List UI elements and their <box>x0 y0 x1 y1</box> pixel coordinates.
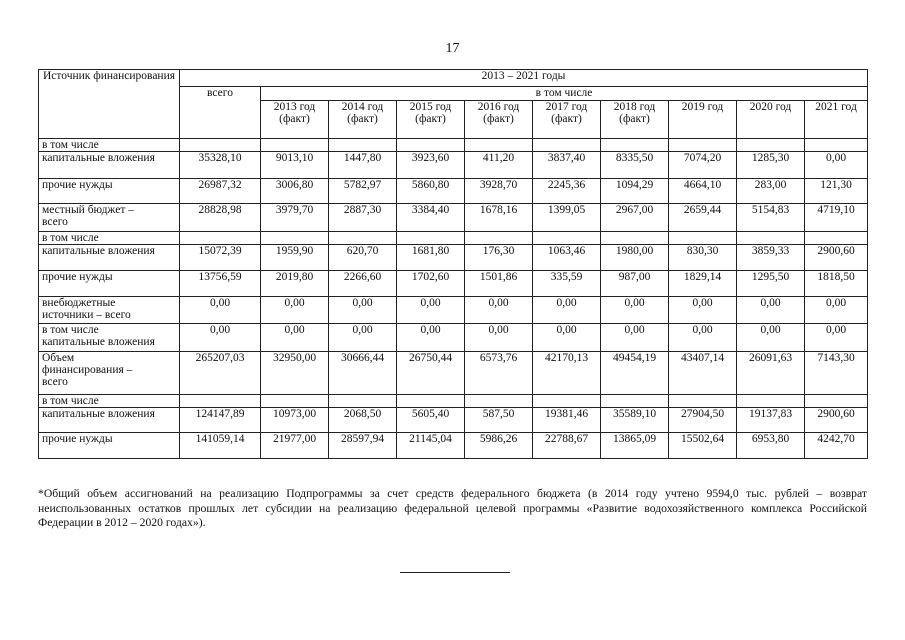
value-cell: 1980,00 <box>601 245 669 271</box>
row-label <box>39 232 180 245</box>
value-cell <box>805 232 868 245</box>
value-cell <box>465 139 533 152</box>
value-cell: 1501,86 <box>465 271 533 297</box>
row-label <box>39 297 180 324</box>
value-cell: 1829,14 <box>669 271 737 297</box>
value-cell: 1285,30 <box>737 152 805 179</box>
value-cell <box>397 232 465 245</box>
value-cell <box>533 395 601 408</box>
row-label-line: Объем <box>42 352 75 364</box>
value-cell: 22788,67 <box>533 433 601 459</box>
value-cell: 0,00 <box>397 297 465 324</box>
value-cell: 21145,04 <box>397 433 465 459</box>
value-cell: 0,00 <box>737 324 805 352</box>
table-row <box>39 297 868 324</box>
row-label-line: в том числе <box>42 232 99 244</box>
row-label <box>39 395 180 408</box>
row-label-line: внебюджетные <box>42 297 116 309</box>
row-label-line: капитальные вложения <box>42 408 155 420</box>
year-label: 2015 год <box>409 101 452 113</box>
table-row <box>39 408 868 433</box>
value-cell: 0,00 <box>465 297 533 324</box>
value-cell: 620,70 <box>329 245 397 271</box>
value-cell <box>261 395 329 408</box>
value-cell: 35328,10 <box>180 152 261 179</box>
divider-line <box>400 572 510 573</box>
table-row <box>39 324 868 352</box>
value-cell: 26750,44 <box>397 352 465 395</box>
value-cell <box>737 139 805 152</box>
value-cell <box>329 395 397 408</box>
value-cell: 26987,32 <box>180 179 261 204</box>
value-cell: 4664,10 <box>669 179 737 204</box>
year-note: (факт) <box>279 113 310 125</box>
row-label <box>39 204 180 232</box>
value-cell: 0,00 <box>329 297 397 324</box>
value-cell: 0,00 <box>180 324 261 352</box>
value-cell: 0,00 <box>805 297 868 324</box>
value-cell: 0,00 <box>601 297 669 324</box>
year-header-cell <box>533 101 601 139</box>
value-cell: 21977,00 <box>261 433 329 459</box>
value-cell: 1678,16 <box>465 204 533 232</box>
year-header-cell <box>669 101 737 139</box>
year-label: 2013 год <box>273 101 316 113</box>
page-number: 17 <box>445 41 460 56</box>
value-cell: 2266,60 <box>329 271 397 297</box>
value-cell: 2659,44 <box>669 204 737 232</box>
row-label-line: всего <box>42 216 68 228</box>
table-row <box>39 139 868 152</box>
value-cell <box>397 139 465 152</box>
value-cell: 2967,00 <box>601 204 669 232</box>
value-cell: 0,00 <box>180 297 261 324</box>
table-row <box>39 433 868 459</box>
value-cell <box>601 232 669 245</box>
value-cell: 0,00 <box>805 324 868 352</box>
value-cell: 0,00 <box>669 324 737 352</box>
row-label <box>39 139 180 152</box>
year-label: 2018 год <box>613 101 656 113</box>
value-cell: 1063,46 <box>533 245 601 271</box>
year-header-cell <box>329 101 397 139</box>
value-cell: 35589,10 <box>601 408 669 433</box>
year-header-cell <box>601 101 669 139</box>
value-cell <box>669 139 737 152</box>
value-cell <box>805 139 868 152</box>
value-cell: 411,20 <box>465 152 533 179</box>
value-cell <box>180 139 261 152</box>
value-cell <box>180 395 261 408</box>
value-cell: 2900,60 <box>805 245 868 271</box>
row-label-line: капитальные вложения <box>42 245 155 257</box>
value-cell: 1959,90 <box>261 245 329 271</box>
value-cell: 0,00 <box>465 324 533 352</box>
value-cell: 0,00 <box>329 324 397 352</box>
value-cell <box>669 232 737 245</box>
value-cell: 0,00 <box>805 152 868 179</box>
value-cell <box>737 232 805 245</box>
value-cell: 830,30 <box>669 245 737 271</box>
value-cell: 3006,80 <box>261 179 329 204</box>
footnote: *Общий объем ассигнований на реализацию Подпрограммы за счет средств федерального бюджета (в 2014 году учтено 9594,0 тыс. рублей – возврат неиспользованных остатков прошлых лет субсидии на реализацию федеральной целевой программы «Развитие водохозяйственного комплекса Российской Федерации в 2012 – 2020 годах»). <box>38 487 867 529</box>
value-cell <box>533 139 601 152</box>
header-total: всего <box>180 87 261 139</box>
value-cell: 0,00 <box>533 324 601 352</box>
row-label-line: прочие нужды <box>42 179 113 191</box>
year-header-cell <box>737 101 805 139</box>
value-cell: 335,59 <box>533 271 601 297</box>
value-cell: 141059,14 <box>180 433 261 459</box>
value-cell: 0,00 <box>737 297 805 324</box>
row-label-line: прочие нужды <box>42 271 113 283</box>
year-label: 2016 год <box>477 101 520 113</box>
value-cell: 7143,30 <box>805 352 868 395</box>
row-label-line: в том числе <box>42 324 99 336</box>
value-cell: 9013,10 <box>261 152 329 179</box>
value-cell <box>737 395 805 408</box>
value-cell: 0,00 <box>533 297 601 324</box>
year-header-cell <box>261 101 329 139</box>
value-cell: 3979,70 <box>261 204 329 232</box>
value-cell: 0,00 <box>669 297 737 324</box>
year-header-cell <box>397 101 465 139</box>
value-cell: 15502,64 <box>669 433 737 459</box>
table-row <box>39 152 868 179</box>
value-cell: 49454,19 <box>601 352 669 395</box>
value-cell: 28828,98 <box>180 204 261 232</box>
row-label <box>39 352 180 395</box>
table-row <box>39 395 868 408</box>
value-cell: 7074,20 <box>669 152 737 179</box>
value-cell <box>805 395 868 408</box>
value-cell: 8335,50 <box>601 152 669 179</box>
row-label <box>39 179 180 204</box>
value-cell: 26091,63 <box>737 352 805 395</box>
value-cell: 4242,70 <box>805 433 868 459</box>
row-label-line: прочие нужды <box>42 433 113 445</box>
year-note: (факт) <box>415 113 446 125</box>
table-row <box>39 204 868 232</box>
value-cell: 32950,00 <box>261 352 329 395</box>
row-label-line: источники – всего <box>42 309 131 321</box>
row-label-line: всего <box>42 376 68 388</box>
value-cell: 19137,83 <box>737 408 805 433</box>
value-cell <box>533 232 601 245</box>
row-label-line: финансирования – <box>42 364 133 376</box>
value-cell: 176,30 <box>465 245 533 271</box>
row-label <box>39 152 180 179</box>
value-cell <box>669 395 737 408</box>
year-label: 2021 год <box>815 101 857 113</box>
row-label <box>39 245 180 271</box>
value-cell: 1447,80 <box>329 152 397 179</box>
value-cell: 124147,89 <box>180 408 261 433</box>
table-row <box>39 271 868 297</box>
value-cell <box>261 232 329 245</box>
value-cell: 2245,36 <box>533 179 601 204</box>
value-cell: 5860,80 <box>397 179 465 204</box>
value-cell: 1818,50 <box>805 271 868 297</box>
value-cell <box>329 232 397 245</box>
year-note: (факт) <box>347 113 378 125</box>
value-cell: 4719,10 <box>805 204 868 232</box>
value-cell: 10973,00 <box>261 408 329 433</box>
value-cell: 5782,97 <box>329 179 397 204</box>
value-cell: 587,50 <box>465 408 533 433</box>
value-cell <box>465 232 533 245</box>
value-cell: 13756,59 <box>180 271 261 297</box>
value-cell: 2019,80 <box>261 271 329 297</box>
value-cell <box>601 139 669 152</box>
year-label: 2017 год <box>545 101 588 113</box>
table-row <box>39 232 868 245</box>
table-body <box>39 70 868 459</box>
value-cell: 19381,46 <box>533 408 601 433</box>
value-cell <box>180 232 261 245</box>
row-label-line: капитальные вложения <box>42 152 155 164</box>
value-cell: 6573,76 <box>465 352 533 395</box>
year-header-cell <box>465 101 533 139</box>
value-cell: 2068,50 <box>329 408 397 433</box>
value-cell: 1295,50 <box>737 271 805 297</box>
row-label-line: местный бюджет – <box>42 204 134 216</box>
year-header-cell <box>805 101 868 139</box>
value-cell: 3928,70 <box>465 179 533 204</box>
year-label: 2014 год <box>341 101 384 113</box>
year-note: (факт) <box>551 113 582 125</box>
value-cell: 1094,29 <box>601 179 669 204</box>
value-cell <box>465 395 533 408</box>
value-cell: 1399,05 <box>533 204 601 232</box>
value-cell: 1681,80 <box>397 245 465 271</box>
header-including: в том числе <box>261 87 868 101</box>
value-cell <box>329 139 397 152</box>
value-cell: 1702,60 <box>397 271 465 297</box>
value-cell: 0,00 <box>261 324 329 352</box>
value-cell: 28597,94 <box>329 433 397 459</box>
value-cell <box>261 139 329 152</box>
value-cell: 0,00 <box>397 324 465 352</box>
row-label <box>39 324 180 352</box>
value-cell <box>397 395 465 408</box>
value-cell: 5154,83 <box>737 204 805 232</box>
row-label-line: в том числе <box>42 395 99 407</box>
value-cell: 0,00 <box>601 324 669 352</box>
value-cell: 13865,09 <box>601 433 669 459</box>
year-label: 2020 год <box>749 101 792 113</box>
value-cell: 15072,39 <box>180 245 261 271</box>
year-note: (факт) <box>619 113 650 125</box>
value-cell: 27904,50 <box>669 408 737 433</box>
value-cell: 3859,33 <box>737 245 805 271</box>
value-cell: 283,00 <box>737 179 805 204</box>
value-cell: 5986,26 <box>465 433 533 459</box>
value-cell: 0,00 <box>261 297 329 324</box>
value-cell: 42170,13 <box>533 352 601 395</box>
table-row <box>39 245 868 271</box>
value-cell: 3923,60 <box>397 152 465 179</box>
header-source: Источник финансирования <box>39 70 180 139</box>
table-row <box>39 179 868 204</box>
value-cell: 2900,60 <box>805 408 868 433</box>
value-cell <box>601 395 669 408</box>
value-cell: 5605,40 <box>397 408 465 433</box>
value-cell: 265207,03 <box>180 352 261 395</box>
row-label-line: капитальные вложения <box>42 336 155 348</box>
value-cell: 30666,44 <box>329 352 397 395</box>
value-cell: 3837,40 <box>533 152 601 179</box>
row-label-line: в том числе <box>42 139 99 151</box>
value-cell: 987,00 <box>601 271 669 297</box>
header-period: 2013 – 2021 годы <box>180 70 868 87</box>
value-cell: 121,30 <box>805 179 868 204</box>
table-row <box>39 352 868 395</box>
value-cell: 2887,30 <box>329 204 397 232</box>
row-label <box>39 433 180 459</box>
row-label <box>39 271 180 297</box>
row-label <box>39 408 180 433</box>
value-cell: 43407,14 <box>669 352 737 395</box>
financing-table <box>38 69 868 459</box>
year-label: 2019 год <box>681 101 724 113</box>
year-note: (факт) <box>483 113 514 125</box>
value-cell: 6953,80 <box>737 433 805 459</box>
value-cell: 3384,40 <box>397 204 465 232</box>
